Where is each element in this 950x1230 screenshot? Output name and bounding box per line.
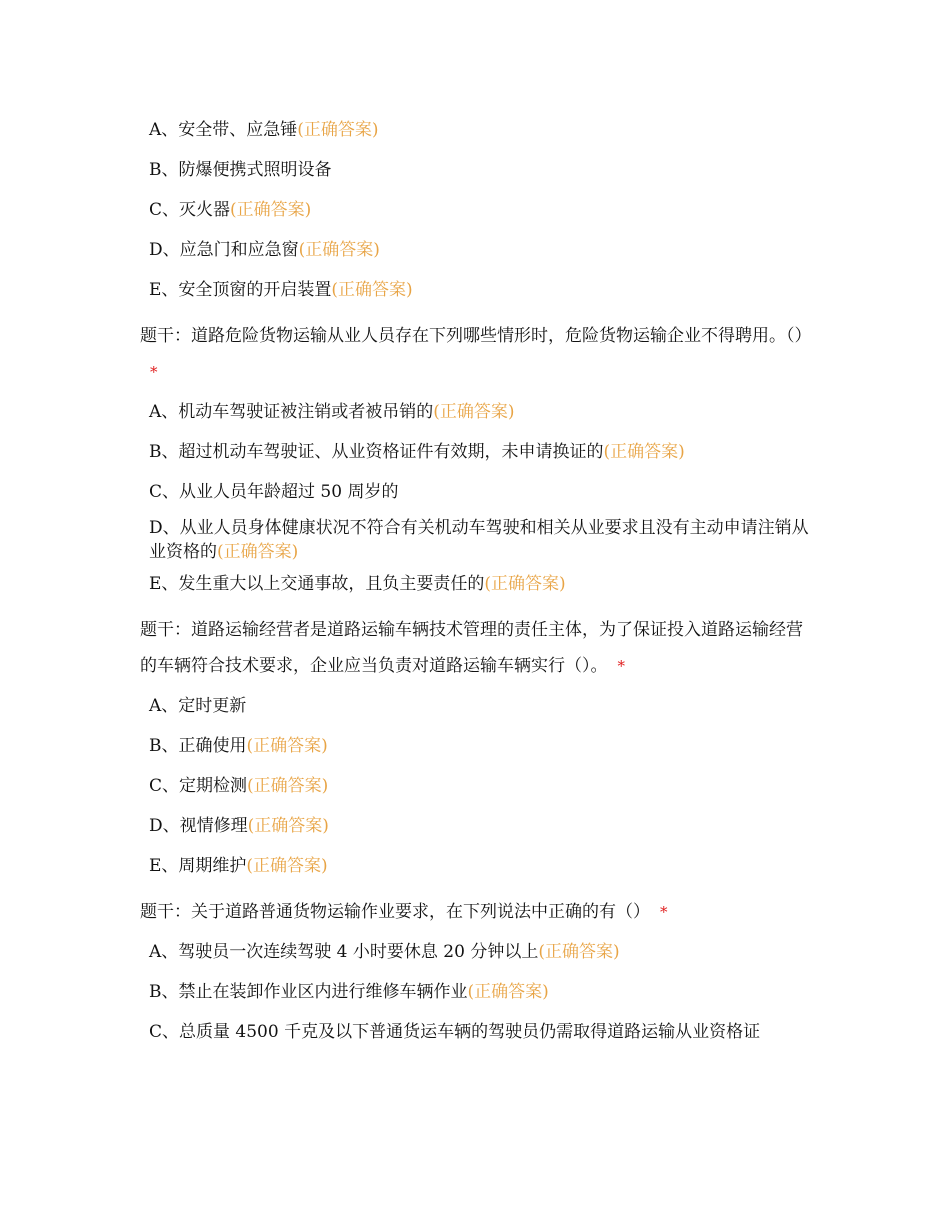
option-c: C、从业人员年龄超过 50 周岁的	[149, 482, 399, 502]
question-block-1	[140, 318, 820, 596]
correct-answer-tag: (正确答案)	[538, 942, 620, 962]
option-b: B、超过机动车驾驶证、从业资格证件有效期，未申请换证的(正确答案)	[149, 442, 685, 462]
option-d: D、从业人员身体健康状况不符合有关机动车驾驶和相关从业要求且没有主动申请注销从业资格的(正确答案)	[149, 518, 809, 562]
correct-answer-tag: (正确答案)	[247, 776, 329, 796]
required-mark: *	[617, 657, 625, 675]
option-e: E、安全顶窗的开启装置(正确答案)	[149, 280, 413, 300]
option-a: A、安全带、应急锤(正确答案)	[149, 120, 379, 140]
option-d: D、应急门和应急窗(正确答案)	[149, 240, 380, 260]
question-stem: 题干：关于道路普通货物运输作业要求，在下列说法中正确的有（） *	[140, 902, 668, 922]
question-block-2	[140, 612, 820, 878]
option-a: A、定时更新	[149, 696, 247, 716]
correct-answer-tag: (正确答案)	[217, 542, 299, 562]
required-mark: *	[660, 903, 668, 921]
correct-answer-tag: (正确答案)	[484, 574, 566, 594]
option-e: E、发生重大以上交通事故，且负主要责任的(正确答案)	[149, 574, 566, 594]
option-c: C、总质量 4500 千克及以下普通货运车辆的驾驶员仍需取得道路运输从业资格证	[149, 1022, 761, 1042]
correct-answer-tag: (正确答案)	[246, 856, 328, 876]
correct-answer-tag: (正确答案)	[246, 736, 328, 756]
option-a: A、机动车驾驶证被注销或者被吊销的(正确答案)	[149, 402, 515, 422]
question-block-0	[140, 118, 820, 302]
option-b: B、禁止在装卸作业区内进行维修车辆作业(正确答案)	[149, 982, 549, 1002]
correct-answer-tag: (正确答案)	[603, 442, 685, 462]
quiz-page	[140, 118, 820, 1060]
required-mark: *	[150, 363, 158, 381]
correct-answer-tag: (正确答案)	[433, 402, 515, 422]
correct-answer-tag: (正确答案)	[297, 120, 379, 140]
question-stem: 题干：道路危险货物运输从业人员存在下列哪些情形时，危险货物运输企业不得聘用。（）*	[140, 326, 812, 381]
option-c: C、定期检测(正确答案)	[149, 776, 329, 796]
option-b: B、防爆便携式照明设备	[149, 160, 332, 180]
option-a: A、驾驶员一次连续驾驶 4 小时要休息 20 分钟以上(正确答案)	[149, 942, 620, 962]
correct-answer-tag: (正确答案)	[247, 816, 329, 836]
option-c: C、灭火器(正确答案)	[149, 200, 312, 220]
correct-answer-tag: (正确答案)	[298, 240, 380, 260]
option-e: E、周期维护(正确答案)	[149, 856, 328, 876]
question-block-3	[140, 894, 820, 1044]
correct-answer-tag: (正确答案)	[331, 280, 413, 300]
correct-answer-tag: (正确答案)	[467, 982, 549, 1002]
option-d: D、视情修理(正确答案)	[149, 816, 329, 836]
correct-answer-tag: (正确答案)	[230, 200, 312, 220]
option-b: B、正确使用(正确答案)	[149, 736, 328, 756]
question-stem: 题干：道路运输经营者是道路运输车辆技术管理的责任主体，为了保证投入道路运输经营的车辆符合技术要求，企业应当负责对道路运输车辆实行（）。 *	[140, 620, 803, 676]
